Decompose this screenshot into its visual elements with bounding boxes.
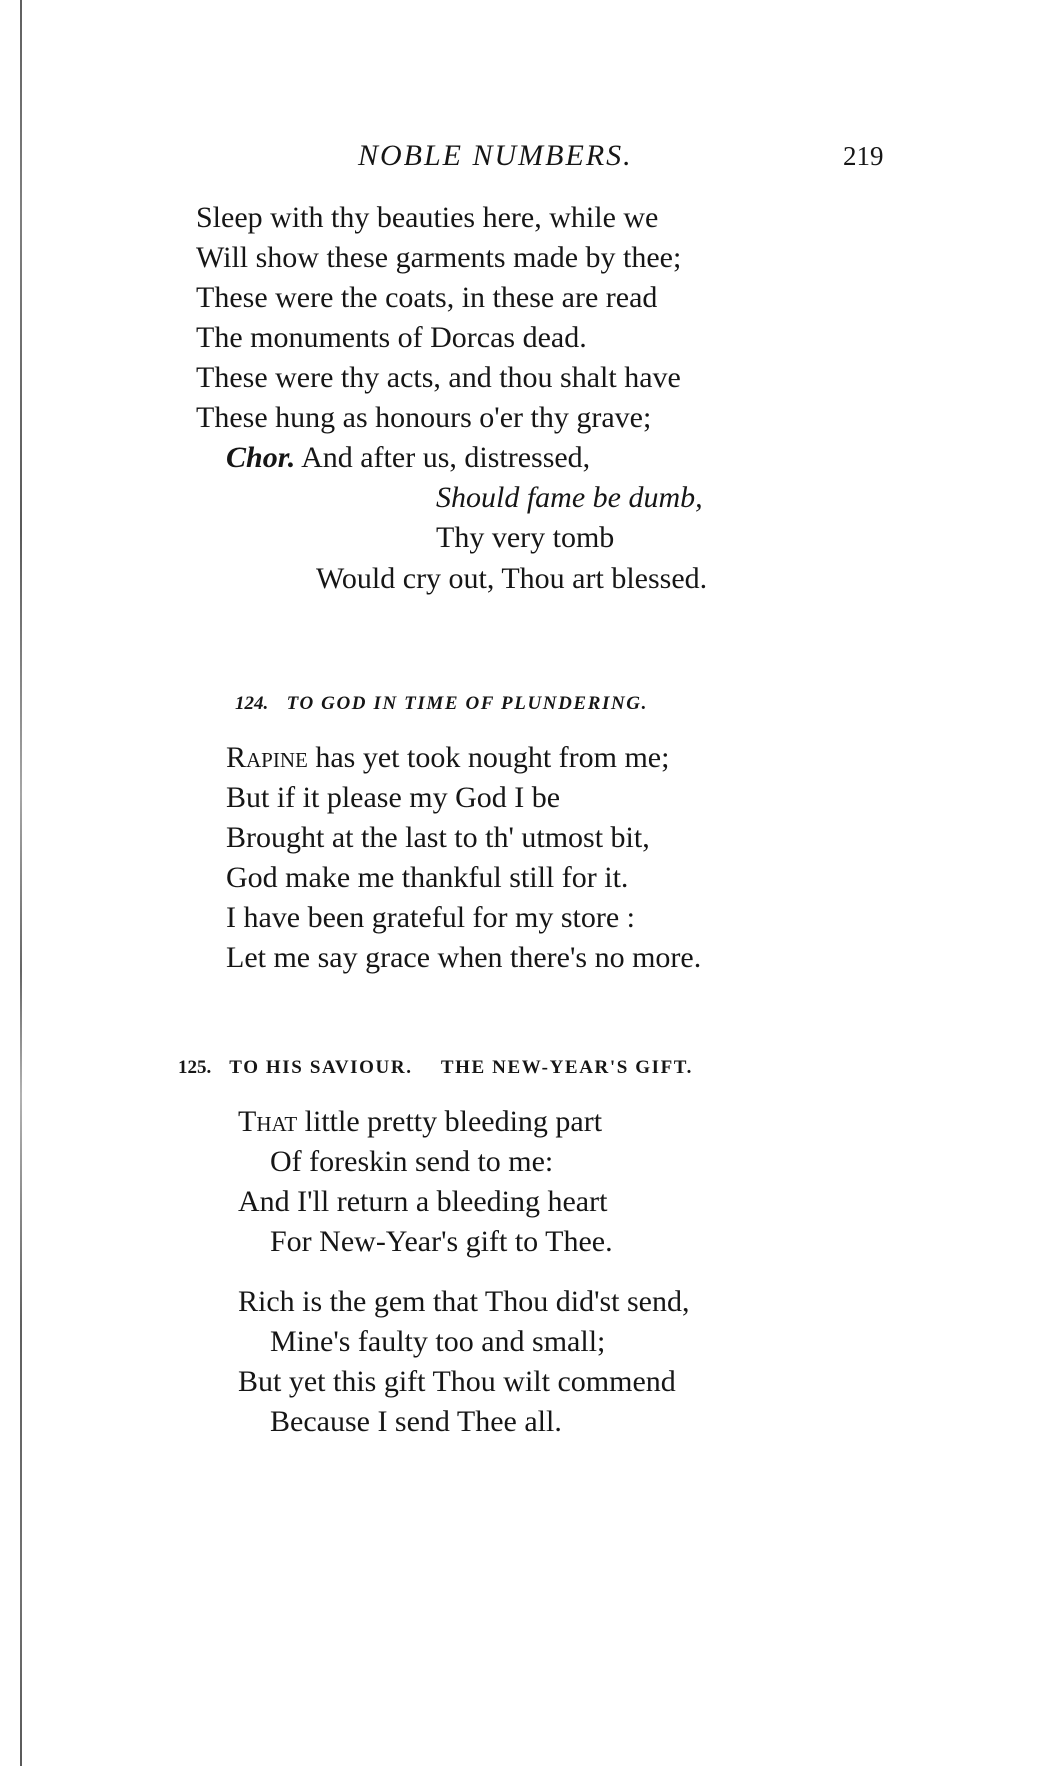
chorus-line <box>226 440 590 476</box>
initial-word: Rapine <box>226 741 308 774</box>
first-line-rest: little pretty bleeding part <box>297 1105 603 1138</box>
verse-line: But yet this gift Thou wilt commend <box>238 1365 676 1398</box>
poem-heading <box>235 693 648 715</box>
poem-number: 124. <box>235 693 269 714</box>
poem-heading <box>178 1057 693 1079</box>
page-header <box>0 139 1064 179</box>
verse-line: God make me thankful still for it. <box>226 861 629 894</box>
initial-word: That <box>238 1105 298 1138</box>
verse-line: But if it please my God I be <box>226 781 561 814</box>
verse-line: Mine's faulty too and small; <box>270 1325 606 1358</box>
verse-line: Of foreskin send to me: <box>270 1145 554 1178</box>
chorus-line: Thy very tomb <box>436 521 615 554</box>
verse-line: These were the coats, in these are read <box>196 281 658 314</box>
verse-line: Sleep with thy beauties here, while we <box>196 201 659 234</box>
chorus-label: Chor. <box>226 441 296 474</box>
binding-edge-line <box>20 0 22 1766</box>
verse-line: Rich is the gem that Thou did'st send, <box>238 1285 690 1318</box>
running-head: NOBLE NUMBERS. <box>358 139 633 172</box>
verse-line: And I'll return a bleeding heart <box>238 1185 608 1218</box>
chorus-line: Would cry out, Thou art blessed. <box>316 562 708 595</box>
verse-line <box>226 740 669 776</box>
first-line-rest: has yet took nought from me; <box>307 741 670 774</box>
verse-line: These were thy acts, and thou shalt have <box>196 361 681 394</box>
verse-line <box>238 1104 602 1140</box>
chorus-line: Should fame be dumb, <box>436 481 703 514</box>
verse-line: The monuments of Dorcas dead. <box>196 321 587 354</box>
verse-line: Because I send Thee all. <box>270 1405 562 1438</box>
poem-number: 125. <box>178 1057 212 1078</box>
verse-line: Let me say grace when there's no more. <box>226 941 702 974</box>
verse-line: For New-Year's gift to Thee. <box>270 1225 613 1258</box>
verse-line: These hung as honours o'er thy grave; <box>196 401 652 434</box>
chorus-text: And after us, distressed, <box>301 441 591 474</box>
poem-title: TO GOD IN TIME OF PLUNDERING. <box>286 693 648 714</box>
verse-line: Brought at the last to th' utmost bit, <box>226 821 650 854</box>
verse-line: Will show these garments made by thee; <box>196 241 682 274</box>
poem-title: TO HIS SAVIOUR. <box>229 1057 413 1078</box>
poem-subtitle: THE NEW-YEAR'S GIFT. <box>440 1057 694 1078</box>
page-number: 219 <box>843 141 884 171</box>
verse-line: I have been grateful for my store : <box>226 901 635 934</box>
